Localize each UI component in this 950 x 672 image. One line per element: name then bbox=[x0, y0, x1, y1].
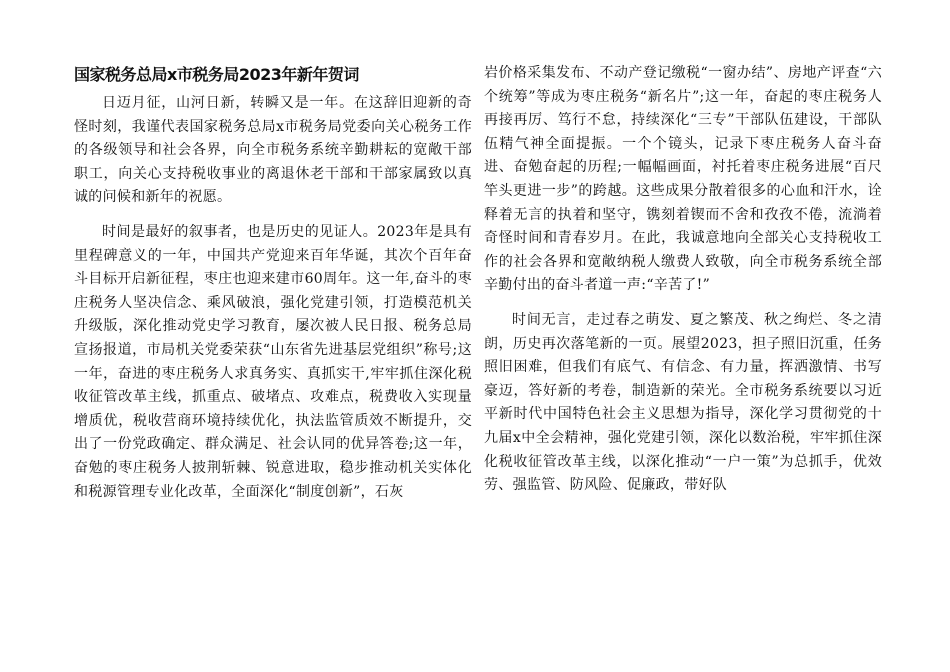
document-title: 国家税务总局x市税务局2023年新年贺词 bbox=[74, 65, 359, 84]
right-column bbox=[484, 62, 882, 498]
paragraph-outlook: 时间无言，走过春之萌发、夏之繁茂、秋之绚烂、冬之清朗，历史再次落笔新的一页。展望2023，担子照旧沉重，任务照旧困难，但我们有底气、有信念、有力量，挥洒激情、书写豪迈，答好新的考卷，制造新的荣光。全市税务系统要以习近平新时代中国特色社会主义思想为指导，深化学习贯彻党的十九届x中全会精神，强化党建引领，深化以数治税，牢牢抓住深化税收征管改革主线，以深化推动“一户一策”为总抓手，优效劳、强监管、防风险、促廉政，带好队 bbox=[484, 311, 882, 494]
left-column bbox=[74, 62, 472, 504]
paragraph-review-continued: 岩价格采集发布、不动产登记缴税“一窗办结”、房地产评查“六个统筹”等成为枣庄税务“新名片”;这一年，奋起的枣庄税务人再接再厉、笃行不怠，持续深化“三专”干部队伍建设，干部队伍精气神全面提振。一个个镜头，记录下枣庄税务人奋斗奋进、奋勉奋起的历程;一幅幅画面，衬托着枣庄税务进展“百尺竿头更进一步”的跨越。这些成果分散着很多的心血和汗水，诠释着无言的执着和坚守，镌刻着锲而不舍和孜孜不倦，流淌着奇怪时间和青春岁月。在此，我诚意地向全部关心支持税收工作的社会各界和宽敞纳税人缴费人致敬，向全市税务系统全部辛勤付出的奋斗者道一声:“辛苦了!” bbox=[484, 65, 882, 294]
paragraph-greeting: 日迈月征，山河日新，转瞬又是一年。在这辞旧迎新的奇怪时刻，我谨代表国家税务总局x市税务局党委向关心税务工作的各级领导和社会各界，向全市税务系统辛勤耕耘的宽敞干部职工，向关心支持税收事业的离退休老干部和干部家属致以真诚的问候和新年的祝愿。 bbox=[74, 95, 472, 206]
paragraph-review: 时间是最好的叙事者，也是历史的见证人。2023年是具有里程碑意义的一年，中国共产党迎来百年华诞，其次个百年奋斗目标开启新征程，枣庄也迎来建市60周年。这一年,奋斗的枣庄税务人坚决信念、乘风破浪，强化党建引领，打造模范机关升级版，深化推动党史学习教育，屡次被人民日报、税务总局宣扬报道，市局机关党委荣获“山东省先进基层党组织”称号;这一年，奋进的枣庄税务人求真务实、真抓实干,牢牢抓住深化税收征管改革主线，抓重点、破堵点、攻难点，税费收入实现量增质优，税收营商环境持续优化，执法监管质效不断提升，交出了一份党政确定、群众满足、社会认同的优异答卷;这一年，奋勉的枣庄税务人披荆斩棘、锐意进取，稳步推动机关实体化和税源管理专业化改革，全面深化“制度创新”，石灰 bbox=[74, 223, 472, 500]
